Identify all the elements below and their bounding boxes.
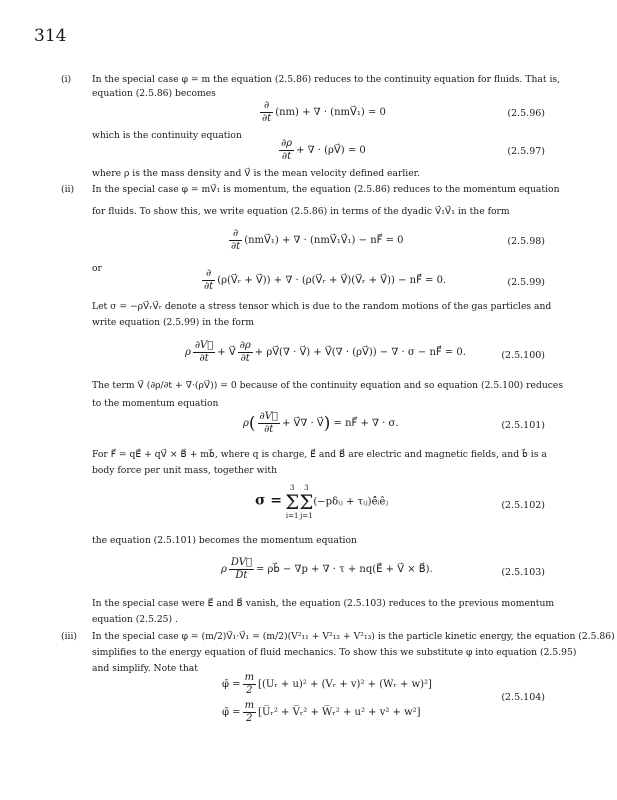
eq100-number: (2.5.100) [501,350,545,361]
item-ii-special2: equation (2.5.25) . [92,614,178,625]
eq100-f1-num: ∂V⃗ [194,340,214,351]
eq104-l1-num: m [244,672,255,683]
item-ii-for1: For F⃗ = qE⃗ + qV⃗ × B⃗ + mb⃗, where q is charge, E⃗ and B⃗ are electric and magnetic fields, and b⃗ is a [92,449,547,460]
item-iii-line1: In the special case φ = (m/2)V⃗₁·V⃗₁ = (m/2)(V²₁₁ + V²₁₂ + V²₁₃) is the particle kinetic energy, the equation (2.5.86) [92,631,615,642]
item-iii-line2: simplifies to the energy equation of fluid mechanics. To show this we substitute φ into equation (2.5.95) [92,647,577,658]
eq104-l1-den: 2 [246,685,253,696]
eq98-d-den: ∂t [231,241,241,252]
item-ii-let1: Let σ = −ρV⃗ᵣV⃗ᵣ denote a stress tensor which is due to the random motions of the gas particles and [92,301,552,312]
eq104-l1-body: [(Uᵣ + u)² + (Vᵣ + v)² + (Wᵣ + w)²] [258,679,432,690]
eq102-lhs: σ = [255,492,282,509]
equation-2-5-103 [221,557,433,582]
item-i-line1: In the special case φ = m the equation (2.5.86) reduces to the continuity equation for fluids. That is, [92,74,561,85]
eq101-f-num: ∂V⃗ [259,411,278,422]
equation-2-5-99 [200,268,446,293]
item-ii-label: (ii) [61,184,75,195]
eq96-body: (nm) + ∇ · (nmV⃗₁) = 0 [275,107,386,118]
item-i-line4: where ρ is the mass density and V⃗ is the mean velocity defined earlier. [92,168,420,179]
eq97-d-den: ∂t [281,151,292,162]
eq96-d-den: ∂t [262,113,272,124]
item-ii-line2: for fluids. To show this, we write equation (2.5.86) in terms of the dyadic V⃗₁V⃗₁ in the form [92,206,510,217]
eq103-f-num: DV⃗ [230,557,252,568]
equation-2-5-100 [185,340,466,365]
eq103-lead: ρ [221,564,227,575]
eq104-l2-den: 2 [246,713,253,724]
item-ii-let2: write equation (2.5.99) in the form [92,317,255,328]
eq100-body: + ρV⃗(∇ · V⃗) + V⃗(∇ · (ρV⃗)) − ∇ · σ − nF⃗ = 0. [254,347,466,358]
equation-2-5-104-line2 [222,700,421,725]
item-ii-for2: body force per unit mass, together with [92,465,278,476]
eq104-l2-lhs: φ̄ = [222,707,241,718]
eq99-d-den: ∂t [204,281,214,292]
eq101-inner: + V⃗∇ · V⃗ [281,418,324,429]
item-ii-special1: In the special case were E⃗ and B⃗ vanish, the equation (2.5.103) reduces to the previous momentum [92,598,555,609]
eq99-body: (ρ(V⃗ᵣ + V⃗)) + ∇ · (ρ(V⃗ᵣ + V⃗)(V⃗ᵣ + V⃗)) − nF⃗ = 0. [217,275,447,286]
eq102-body: (−pδᵢⱼ + τᵢⱼ)ê̂ᵢêⱼ [313,496,389,508]
item-i-line3: which is the continuity equation [92,130,242,141]
item-ii-term2: to the momentum equation [92,398,219,409]
item-ii-line1: In the special case φ = mV⃗₁ is momentum, the equation (2.5.86) reduces to the momentum equation [92,184,560,195]
equation-2-5-96 [258,100,386,125]
equation-2-5-101: ρ( $\frac{\partial V⃗}{\partial t}$ + V⃗∇ · V⃗) = nF⃗ + ∇ · σ. [243,411,399,435]
sum-i: 3 Σ i=1 [285,484,300,520]
eq101-lead: ρ [243,418,249,429]
item-ii-becomes: the equation (2.5.101) becomes the momentum equation [92,535,357,546]
page-number: 314 [34,26,67,46]
item-ii-or: or [92,263,102,274]
eq100-lead: ρ [185,347,191,358]
eq102-number: (2.5.102) [501,500,545,511]
eq98-d-num: ∂ [229,228,242,241]
eq98-body: (nmV⃗₁) + ∇ · (nmV⃗₁V⃗₁) − nF⃗ = 0 [244,235,404,246]
eq104-l2-num: m [244,700,255,711]
eq96-d-num: ∂ [260,100,273,113]
eq97-d-num: ∂ρ [281,138,293,149]
eq101-number: (2.5.101) [501,420,545,431]
item-iii-label: (iii) [61,631,77,642]
eq100-f1-den: ∂t [199,353,209,364]
sum-j: 3 Σ j=1 [299,484,314,520]
eq97-number: (2.5.97) [507,146,545,157]
eq98-number: (2.5.98) [507,236,545,247]
eq99-number: (2.5.99) [507,277,545,288]
eq104-l1-lhs: φ̄ = [222,679,241,690]
eq104-number: (2.5.104) [501,692,545,703]
eq104-l2-body: [U̅ᵣ² + V̅ᵣ² + W̅ᵣ² + u² + v² + w²] [258,707,421,718]
equation-2-5-104-line1 [222,672,432,697]
item-i-label: (i) [61,74,72,85]
eq96-number: (2.5.96) [507,108,545,119]
eq101-f-den: ∂t [264,424,274,435]
equation-2-5-98 [227,228,404,253]
eq103-f-den: Dt [235,570,248,581]
eq101-body: = nF⃗ + ∇ · σ. [333,418,399,429]
eq103-body: = ρb⃗ − ∇p + ∇ · τ + nq(E⃗ + V⃗ × B⃗). [255,564,433,575]
eq103-number: (2.5.103) [501,567,545,578]
eq100-f2-den: ∂t [240,353,250,364]
eq100-f2-num: ∂ρ [239,340,251,351]
item-ii-term1: The term V⃗ (∂ρ/∂t + ∇·(ρV⃗)) = 0 because of the continuity equation and so equation (2.5.100) reduces [92,380,564,391]
equation-2-5-97 [277,138,366,163]
eq97-body: + ∇ · (ρV⃗) = 0 [296,145,366,156]
item-i-line2: equation (2.5.86) becomes [92,88,216,99]
eq99-d-num: ∂ [202,268,215,281]
item-iii-line3: and simplify. Note that [92,663,198,674]
eq100-mid: + V⃗ [217,347,236,358]
equation-2-5-102 [255,484,388,520]
